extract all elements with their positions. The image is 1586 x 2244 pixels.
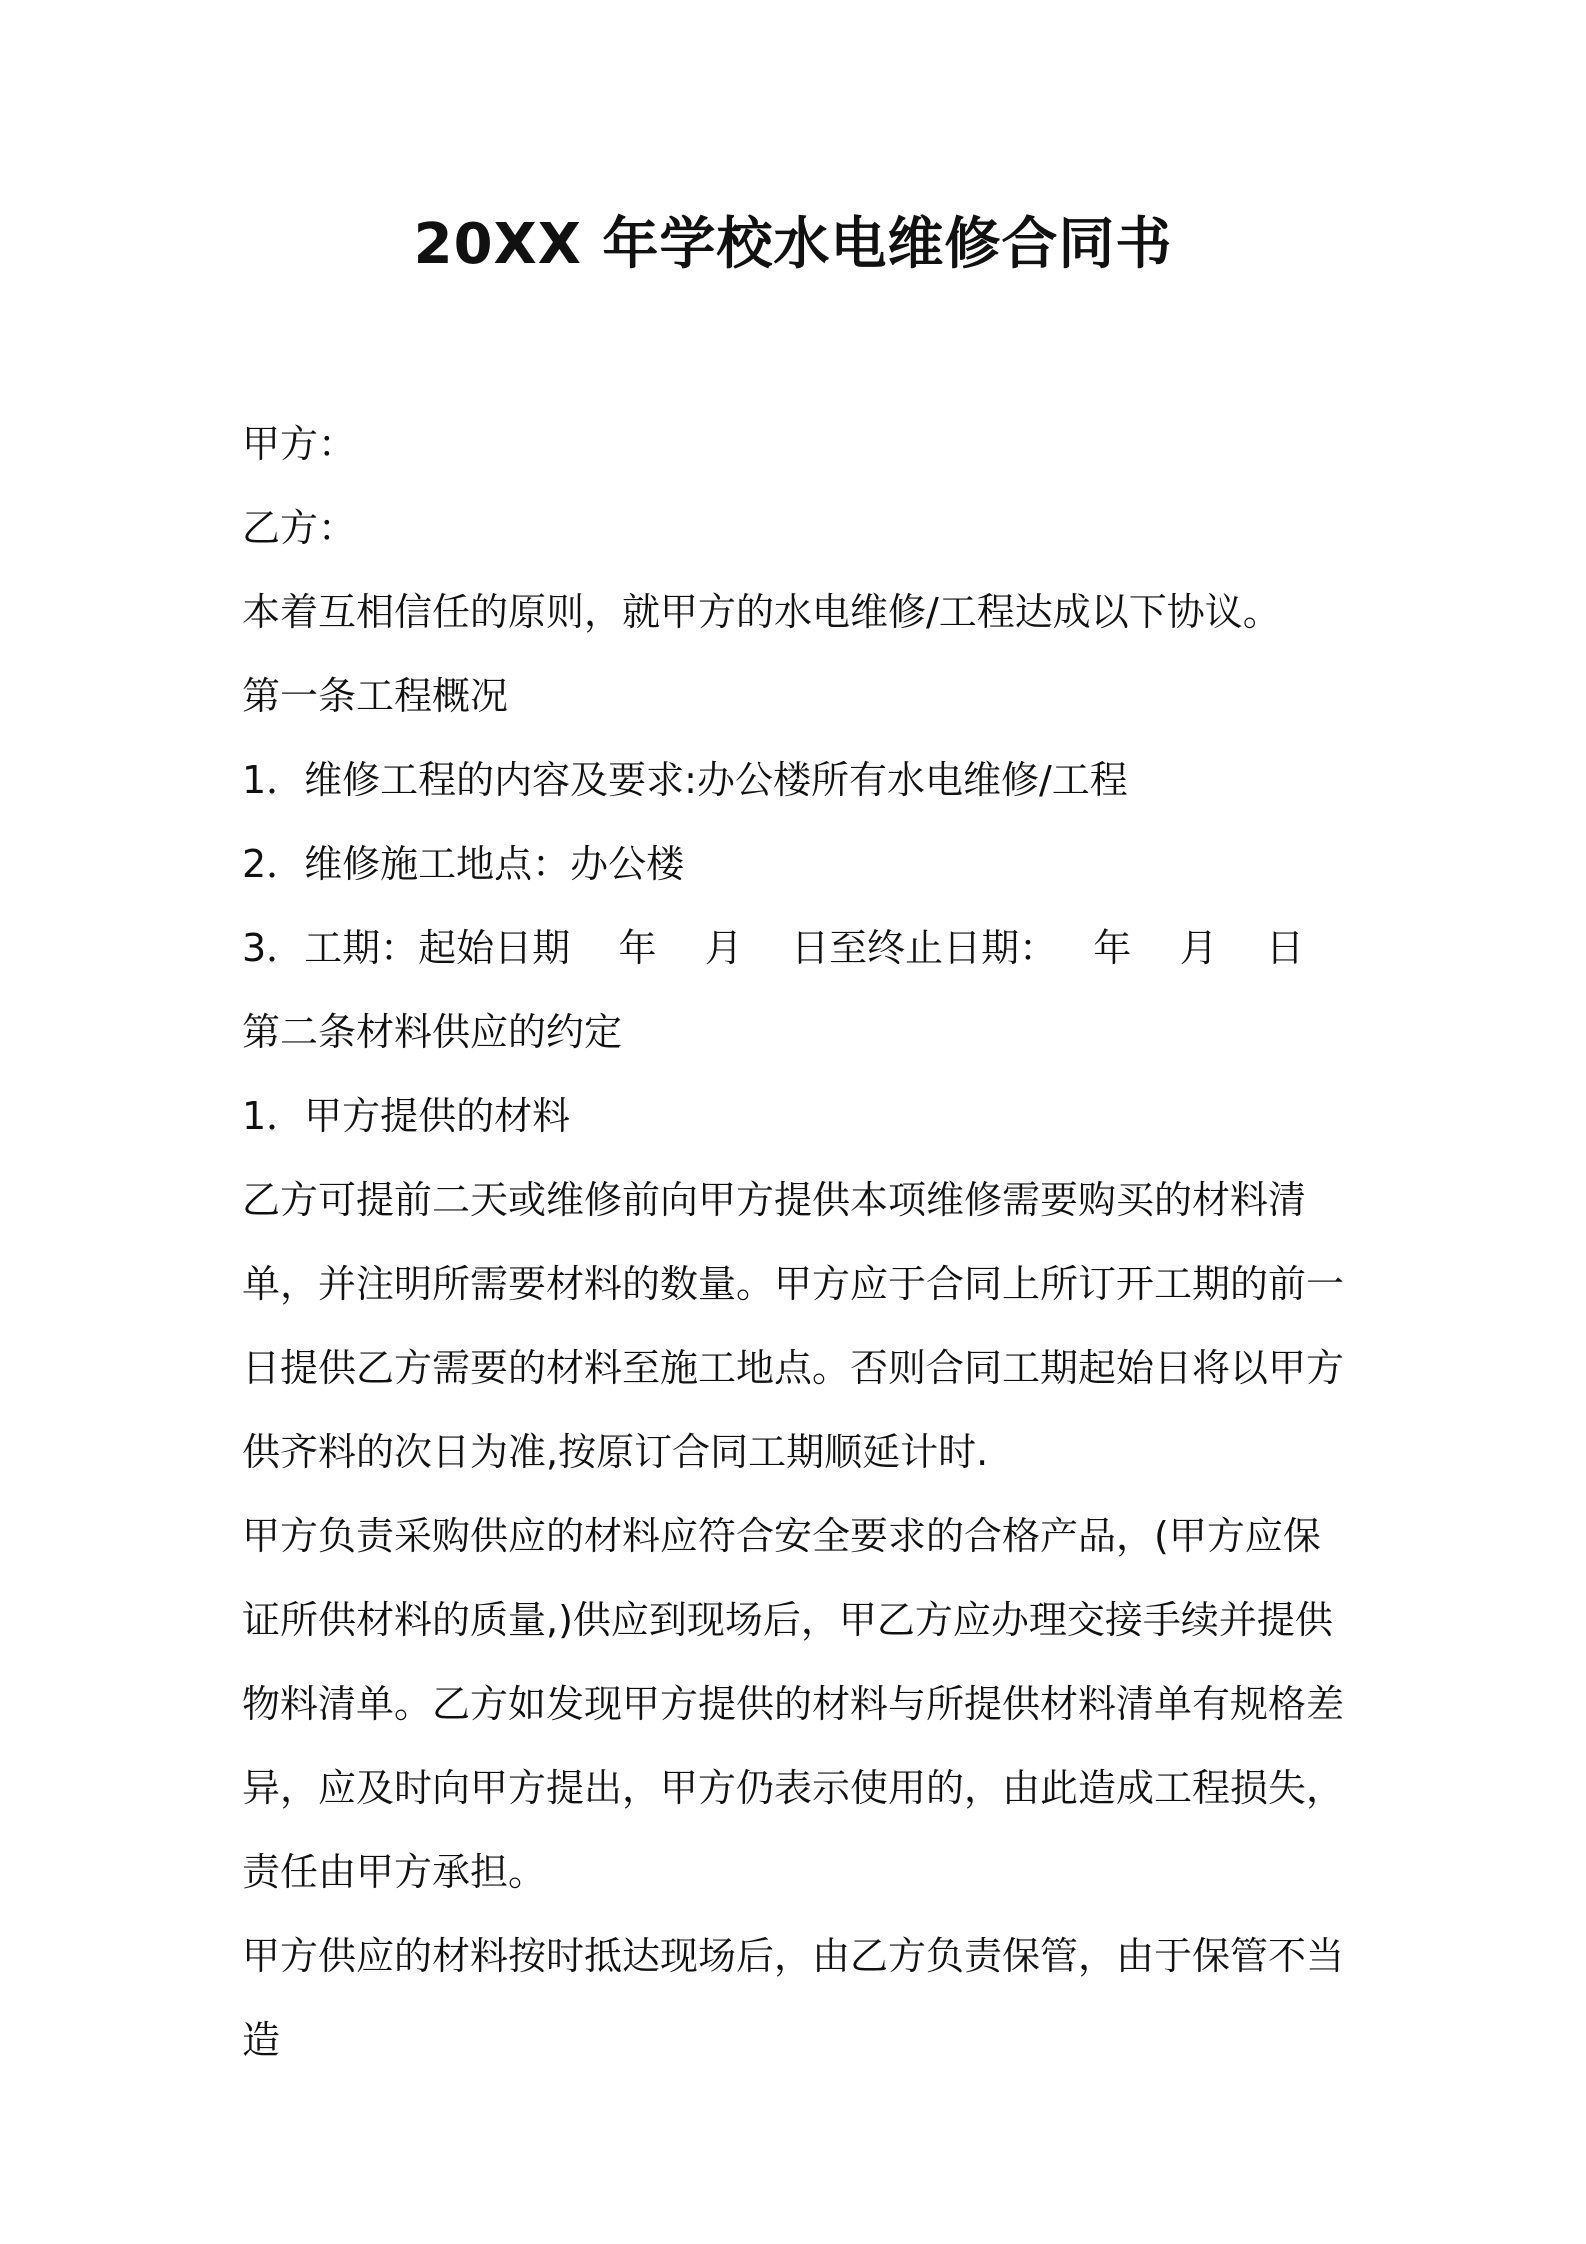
party-b-line: 乙方： [242, 506, 357, 550]
article-1-item-2: 2．维修施工地点：办公楼 [242, 842, 685, 886]
article-2-heading: 第二条材料供应的约定 [242, 1010, 623, 1054]
article-2-item-1: 1．甲方提供的材料 [242, 1094, 571, 1138]
article-2-paragraph-3: 甲方供应的材料按时抵达现场后，由乙方负责保管，由于保管不当造 [242, 1934, 1345, 2062]
document-body [242, 402, 1354, 2082]
article-2-paragraph-2: 甲方负责采购供应的材料应符合安全要求的合格产品，(甲方应保证所供材料的质量,)供应到现场后，甲乙方应办理交接手续并提供物料清单。乙方如发现甲方提供的材料与所提供材料清单有规格差异，应及时向甲方提出，甲方仍表示使用的，由此造成工程损失，责任由甲方承担。 [242, 1514, 1345, 1894]
preamble: 本着互相信任的原则，就甲方的水电维修/工程达成以下协议。 [242, 590, 1281, 634]
construction-period-line: 3．工期：起始日期 年 月 日至终止日期： 年 月 日 [242, 926, 1304, 970]
article-1-item-1: 1．维修工程的内容及要求:办公楼所有水电维修/工程 [242, 758, 1128, 802]
document-title: 20XX 年学校水电维修合同书 [413, 212, 1173, 277]
party-a-line: 甲方： [242, 422, 357, 466]
article-1-heading: 第一条工程概况 [242, 674, 509, 718]
article-2-paragraph-1: 乙方可提前二天或维修前向甲方提供本项维修需要购买的材料清单，并注明所需要材料的数量。甲方应于合同上所订开工期的前一日提供乙方需要的材料至施工地点。否则合同工期起始日将以甲方供齐料的次日为准,按原订合同工期顺延计时. [242, 1178, 1345, 1474]
article-1-item-3 [242, 906, 1354, 990]
